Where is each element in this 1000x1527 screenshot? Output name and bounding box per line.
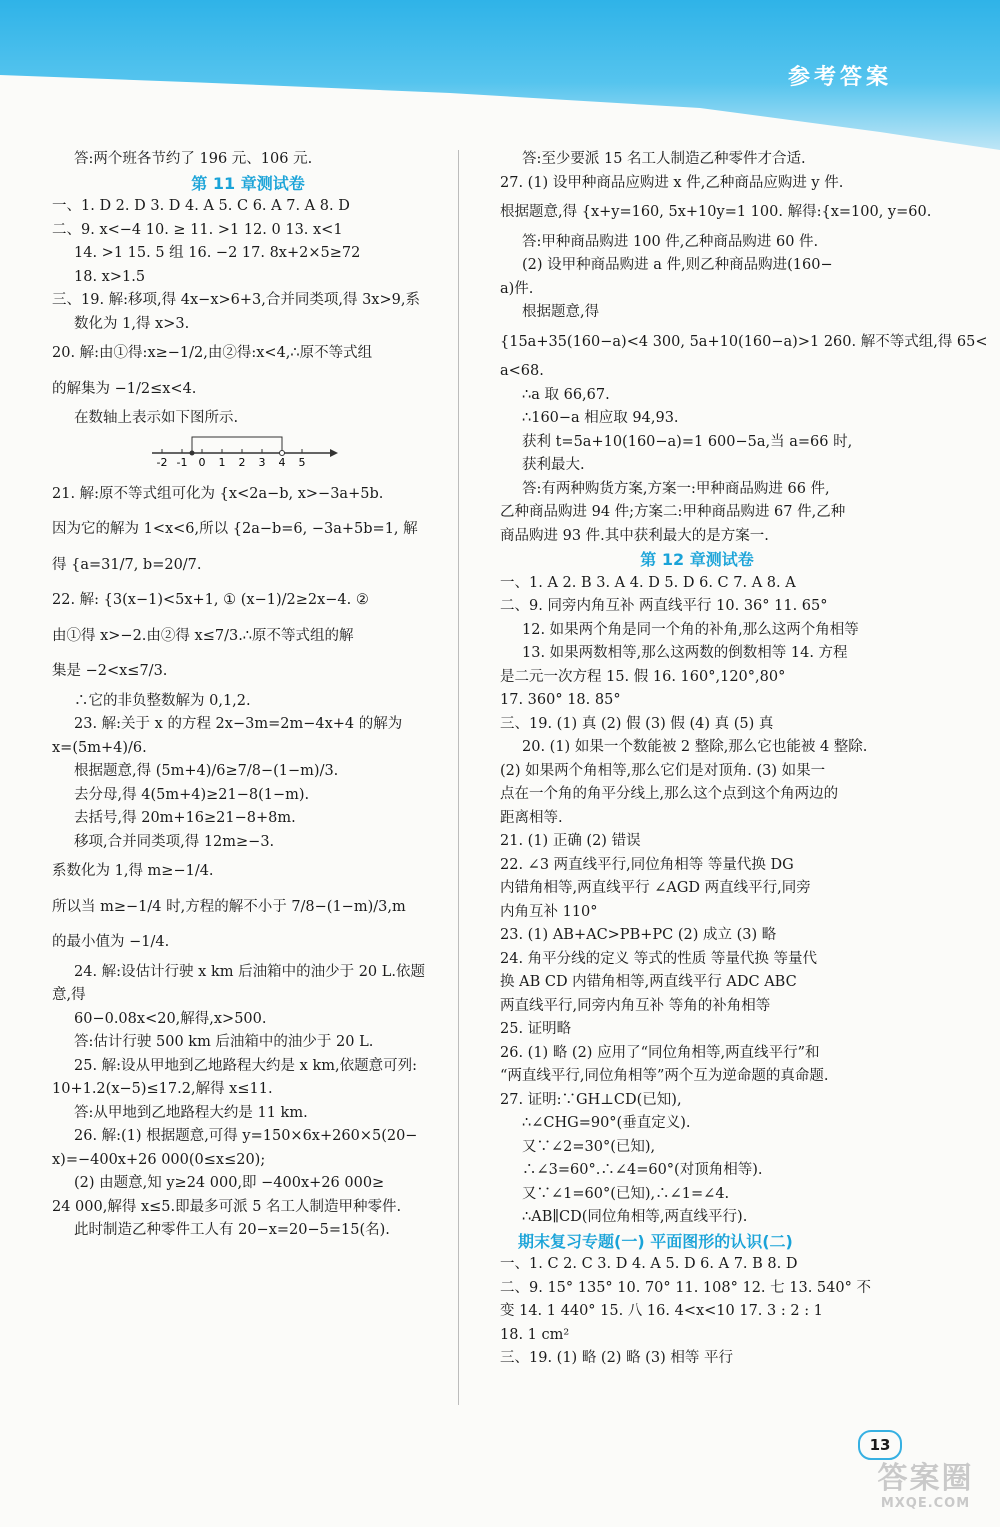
answer-line: ∴AB∥CD(同位角相等,两直线平行). xyxy=(522,1209,748,1225)
answer-line: 两直线平行,同旁内角互补 等角的补角相等 xyxy=(500,997,771,1014)
section-heading: 第 11 章测试卷 xyxy=(191,173,305,193)
answer-line: 三、19. 解:移项,得 4x−x>6+3,合并同类项,得 3x>9,系 xyxy=(52,292,420,308)
answer-line: 22. ∠3 两直线平行,同位角相等 等量代换 DG xyxy=(500,856,794,873)
answer-line: 距离相等. xyxy=(500,809,563,826)
number-line-figure xyxy=(152,431,352,475)
answer-line: 根据题意,得 (5m+4)/6≥7/8−(1−m)/3. xyxy=(74,763,339,779)
answer-line: ∴a 取 66,67. xyxy=(522,386,610,403)
page-number: 13 xyxy=(858,1430,902,1460)
answer-line: 答:两个班各节约了 196 元、106 元. xyxy=(74,151,313,167)
answer-line: 是二元一次方程 15. 假 16. 160°,120°,80° xyxy=(500,668,786,685)
answer-line: “两直线平行,同位角相等”两个互为逆命题的真命题. xyxy=(500,1068,829,1084)
answer-line: 由①得 x>−2.由②得 x≤7/3.∴原不等式组的解 xyxy=(52,627,354,644)
answer-line: 又∵∠1=60°(已知),∴∠1=∠4. xyxy=(522,1185,730,1202)
answer-line: 移项,合并同类项,得 12m≥−3. xyxy=(74,833,275,850)
answer-line: 获利最大. xyxy=(522,457,585,473)
answer-line: 点在一个角的角平分线上,那么这个点到这个角两边的 xyxy=(500,786,839,802)
answer-line: x=(5m+4)/6. xyxy=(52,739,147,756)
answer-line: (2) 如果两个角相等,那么它们是对顶角. (3) 如果一 xyxy=(500,762,826,779)
answer-line: 23. 解:关于 x 的方程 2x−3m=2m−4x+4 的解为 xyxy=(74,716,403,732)
answer-line: 13. 如果两数相等,那么这两数的倒数相等 14. 方程 xyxy=(522,645,848,661)
answer-line: 答:有两种购货方案,方案一:甲种商品购进 66 件, xyxy=(522,480,830,497)
answer-line: (2) 由题意,知 y≥24 000,即 −400x+26 000≥ xyxy=(74,1175,385,1191)
number-line-arrow xyxy=(330,449,338,457)
answer-line: 25. 证明略 xyxy=(500,1021,572,1037)
answer-line: 答:至少要派 15 名工人制造乙种零件才合适. xyxy=(522,151,806,167)
watermark xyxy=(858,1462,993,1520)
answer-line: 因为它的解为 1<x<6,所以 {2a−b=6, −3a+5b=1, 解 xyxy=(52,521,418,537)
answer-line: {15a+35(160−a)<4 300, 5a+10(160−a)>1 260. 解不等式组,得 65< xyxy=(500,333,988,350)
number-line-tick-label: 5 xyxy=(298,455,306,469)
number-line-tick-label: 2 xyxy=(238,455,246,469)
number-line-tick-label: 1 xyxy=(218,455,226,469)
answer-line: 17. 360° 18. 85° xyxy=(500,692,621,708)
number-line-tick-label: 3 xyxy=(258,455,266,469)
answer-line: 数化为 1,得 x>3. xyxy=(74,315,190,332)
number-line-tick-label: 0 xyxy=(198,455,206,469)
answer-line: 去括号,得 20m+16≥21−8+8m. xyxy=(74,810,296,826)
number-line-tick-label: -1 xyxy=(176,455,188,469)
answer-line: ∴∠CHG=90°(垂直定义). xyxy=(522,1115,691,1131)
watermark-logo: 答案圈 xyxy=(877,1461,974,1496)
answer-line: 内角互补 110° xyxy=(500,903,598,920)
answer-line: 24. 角平分线的定义 等式的性质 等量代换 等量代 xyxy=(500,950,817,967)
number-line-diagram xyxy=(52,431,444,477)
watermark-url: MXQE.COM xyxy=(880,1496,971,1511)
answer-line: 20. 解:由①得:x≥−1/2,由②得:x<4,∴原不等式组 xyxy=(52,345,373,361)
answer-line: 所以当 m≥−1/4 时,方程的解不小于 7/8−(1−m)/3,m xyxy=(52,898,406,915)
answer-line: 25. 解:设从甲地到乙地路程大约是 x km,依题意可列: xyxy=(74,1057,417,1074)
answer-line: ∴∠3=60°.∴∠4=60°(对顶角相等). xyxy=(522,1162,763,1178)
answer-line: 二、9. 同旁内角互补 两直线平行 10. 36° 11. 65° xyxy=(500,598,828,614)
open-endpoint xyxy=(280,450,285,455)
answer-line: ∴它的非负整数解为 0,1,2. xyxy=(74,692,251,709)
number-line-tick-label: 4 xyxy=(278,455,286,469)
answer-line: 12. 如果两个角是同一个角的补角,那么这两个角相等 xyxy=(522,621,859,638)
page-header-title: 参考答案 xyxy=(787,65,892,90)
answer-line: 换 AB CD 内错角相等,两直线平行 ADC ABC xyxy=(500,974,797,990)
answer-line: 24. 解:设估计行驶 x km 后油箱中的油少于 20 L.依题 xyxy=(74,963,426,980)
column-divider xyxy=(458,150,459,1405)
answer-line: 意,得 xyxy=(52,987,86,1003)
section-heading: 期末复习专题(一) 平面图形的认识(二) xyxy=(518,1231,793,1251)
answer-line: 得 {a=31/7, b=20/7. xyxy=(52,556,202,573)
left-column xyxy=(52,148,444,1243)
answer-line: 23. (1) AB+AC>PB+PC (2) 成立 (3) 略 xyxy=(500,927,777,943)
solution-bracket xyxy=(192,437,282,453)
answer-line: 乙种商品购进 94 件;方案二:甲种商品购进 67 件,乙种 xyxy=(500,504,846,520)
answer-line: 一、1. D 2. D 3. D 4. A 5. C 6. A 7. A 8. D xyxy=(52,198,350,214)
right-column xyxy=(500,148,988,1371)
answer-line: 三、19. (1) 略 (2) 略 (3) 相等 平行 xyxy=(500,1350,733,1366)
answer-line: 答:从甲地到乙地路程大约是 11 km. xyxy=(74,1104,308,1121)
answer-line: ∴160−a 相应取 94,93. xyxy=(522,410,679,426)
answer-line: 去分母,得 4(5m+4)≥21−8(1−m). xyxy=(74,786,310,803)
answer-line: 的解集为 −1/2≤x<4. xyxy=(52,380,197,397)
answer-line: 21. 解:原不等式组可化为 {x<2a−b, x>−3a+5b. xyxy=(52,485,384,502)
answer-line: 根据题意,得 {x+y=160, 5x+10y=1 100. 解得:{x=100, y=60. xyxy=(500,204,932,220)
answer-line: 商品购进 93 件.其中获利最大的是方案一. xyxy=(500,527,769,544)
answer-line: 20. (1) 如果一个数能被 2 整除,那么它也能被 4 整除. xyxy=(522,739,868,755)
answer-line: 60−0.08x<20,解得,x>500. xyxy=(74,1010,267,1027)
answer-line: 21. (1) 正确 (2) 错误 xyxy=(500,833,641,849)
answer-line: 18. x>1.5 xyxy=(74,268,146,285)
answer-line: 系数化为 1,得 m≥−1/4. xyxy=(52,863,214,879)
answer-line: 根据题意,得 xyxy=(522,304,600,320)
answer-line: 14. >1 15. 5 组 16. −2 17. 8x+2×5≥72 xyxy=(74,245,361,261)
answer-line: 26. 解:(1) 根据题意,可得 y=150×6x+260×5(20− xyxy=(74,1128,418,1144)
answer-line: 变 14. 1 440° 15. 八 16. 4<x<10 17. 3 : 2 : 1 xyxy=(500,1303,823,1319)
answer-line: 10+1.2(x−5)≤17.2,解得 x≤11. xyxy=(52,1081,273,1097)
answer-line: 的最小值为 −1/4. xyxy=(52,934,170,950)
answer-line: 二、9. 15° 135° 10. 70° 11. 108° 12. 七 13. 540° 不 xyxy=(500,1279,871,1296)
answer-line: 集是 −2<x≤7/3. xyxy=(52,663,168,679)
answer-line: 此时制造乙种零件工人有 20−x=20−5=15(名). xyxy=(74,1222,390,1238)
answer-line: 在数轴上表示如下图所示. xyxy=(74,410,239,426)
answer-line: 一、1. C 2. C 3. D 4. A 5. D 6. A 7. B 8. D xyxy=(500,1256,798,1272)
closed-endpoint xyxy=(190,450,195,455)
answer-line: 27. (1) 设甲种商品应购进 x 件,乙种商品应购进 y 件. xyxy=(500,174,844,191)
answer-line: 又∵∠2=30°(已知), xyxy=(522,1138,656,1155)
answer-line: 27. 证明:∵GH⊥CD(已知), xyxy=(500,1091,682,1108)
answer-line: 二、9. x<−4 10. ≥ 11. >1 12. 0 13. x<1 xyxy=(52,221,343,238)
answer-line: 答:估计行驶 500 km 后油箱中的油少于 20 L. xyxy=(74,1034,374,1050)
answer-line: 三、19. (1) 真 (2) 假 (3) 假 (4) 真 (5) 真 xyxy=(500,715,774,732)
number-line-tick-label: -2 xyxy=(156,455,168,469)
answer-line: 一、1. A 2. B 3. A 4. D 5. D 6. C 7. A 8. A xyxy=(500,574,796,591)
answer-line: (2) 设甲种商品购进 a 件,则乙种商品购进(160− xyxy=(522,257,833,273)
answer-line: a)件. xyxy=(500,280,534,297)
section-heading: 第 12 章测试卷 xyxy=(640,550,754,569)
answer-line: 18. 1 cm² xyxy=(500,1326,570,1343)
answer-line: 26. (1) 略 (2) 应用了“同位角相等,两直线平行”和 xyxy=(500,1044,820,1061)
answer-line: 内错角相等,两直线平行 ∠AGD 两直线平行,同旁 xyxy=(500,880,811,896)
answer-line: 获利 t=5a+10(160−a)=1 600−5a,当 a=66 时, xyxy=(522,433,853,450)
answer-line: 24 000,解得 x≤5.即最多可派 5 名工人制造甲种零件. xyxy=(52,1198,402,1215)
answer-line: 22. 解: {3(x−1)<5x+1, ① (x−1)/2≥2x−4. ② xyxy=(52,592,369,608)
answer-line: a<68. xyxy=(500,363,544,379)
answer-line: 答:甲种商品购进 100 件,乙种商品购进 60 件. xyxy=(522,233,819,250)
answer-line: x)=−400x+26 000(0≤x≤20); xyxy=(52,1151,266,1168)
